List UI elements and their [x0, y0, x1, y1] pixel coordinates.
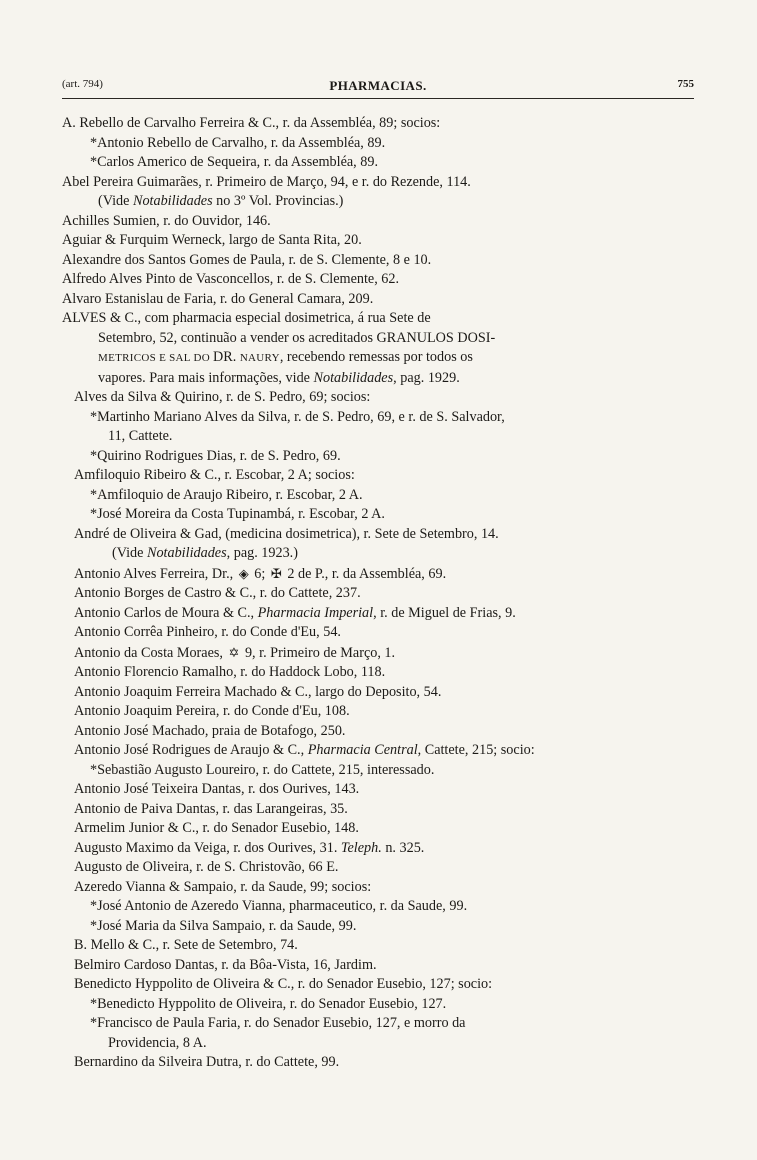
text-run: Antonio José Rodrigues de Araujo & C.,	[74, 742, 308, 758]
listing-line: B. Mello & C., r. Sete de Setembro, 74.	[74, 937, 298, 953]
listing-line: Antonio José Teixeira Dantas, r. dos Ourives, 143.	[74, 781, 360, 797]
listing-line: 11, Cattete.	[108, 428, 173, 444]
listing-line: Antonio Joaquim Ferreira Machado & C., largo do Deposito, 54.	[74, 683, 442, 700]
text-run: (Vide	[112, 545, 147, 561]
page-header	[62, 78, 694, 96]
decoration-symbol-icon: ✠	[270, 565, 282, 581]
small-caps-text: METRICOS E SAL DO	[98, 352, 213, 364]
listing-line	[62, 643, 702, 664]
listing-line	[62, 604, 702, 624]
listing-line: *Quirino Rodrigues Dias, r. de S. Pedro, 69.	[90, 447, 341, 464]
text-run: 9, r. Primeiro de Março, 1.	[241, 644, 396, 661]
listing-line: Providencia, 8 A.	[108, 1034, 207, 1051]
text-run: Antonio da Costa Moraes,	[74, 644, 227, 661]
article-reference: (art. 794)	[62, 78, 103, 90]
listing-line: André de Oliveira & Gad, (medicina dosimetrica), r. Sete de Setembro, 14.	[74, 525, 499, 542]
listing-line: Benedicto Hyppolito de Oliveira & C., r. do Senador Eusebio, 127; socio:	[74, 976, 493, 992]
listing-line: Antonio Corrêa Pinheiro, r. do Conde d'Eu, 54.	[74, 624, 341, 640]
text-run: no 3º Vol. Provincias.)	[212, 193, 344, 209]
listing-line: *José Maria da Silva Sampaio, r. da Saude, 99.	[90, 917, 357, 934]
text-run: , recebendo remessas por todos os	[279, 349, 473, 365]
listing-line	[62, 348, 702, 369]
page-number: 755	[677, 78, 694, 90]
listing-line: Bernardino da Silveira Dutra, r. do Cattete, 99.	[74, 1054, 340, 1070]
listing-line: *José Moreira da Costa Tupinambá, r. Escobar, 2 A.	[90, 506, 385, 522]
text-run: Antonio Alves Ferreira, Dr.,	[74, 565, 237, 582]
listing-line: Abel Pereira Guimarães, r. Primeiro de Março, 94, e r. do Rezende, 114.	[62, 173, 471, 190]
text-run: , pag. 1929.	[393, 369, 460, 386]
listing-line: Alves da Silva & Quirino, r. de S. Pedro, 69; socios:	[74, 389, 371, 405]
listing-line: Alvaro Estanislau de Faria, r. do General Camara, 209.	[62, 290, 374, 307]
header-rule	[62, 98, 694, 99]
listing-line: ALVES & C., com pharmacia especial dosimetrica, á rua Sete de	[62, 310, 431, 326]
text-run: 6;	[250, 565, 269, 582]
listing-line: *Benedicto Hyppolito de Oliveira, r. do Senador Eusebio, 127.	[90, 995, 447, 1012]
listing-line: *Francisco de Paula Faria, r. do Senador Eusebio, 127, e morro da	[90, 1015, 466, 1031]
listing-line: Antonio de Paiva Dantas, r. das Larangeiras, 35.	[74, 800, 348, 817]
listing-line: Augusto de Oliveira, r. de S. Christovão, 66 E.	[74, 859, 339, 875]
text-run: Antonio Carlos de Moura & C.,	[74, 604, 258, 621]
page-title: PHARMACIAS.	[329, 78, 427, 93]
listing-line: *José Antonio de Azeredo Vianna, pharmaceutico, r. da Saude, 99.	[90, 898, 468, 914]
pharmacy-listing	[62, 114, 702, 1073]
text-run: , r. de Miguel de Frias, 9.	[373, 604, 516, 621]
listing-line: Alfredo Alves Pinto de Vasconcellos, r. de S. Clemente, 62.	[62, 271, 400, 287]
text-run: Augusto Maximo da Veiga, r. dos Ourives, 31.	[74, 839, 341, 856]
listing-line	[62, 839, 702, 859]
listing-line: Amfiloquio Ribeiro & C., r. Escobar, 2 A; socios:	[74, 467, 355, 483]
listing-line: *Sebastião Augusto Loureiro, r. do Cattete, 215, interessado.	[90, 761, 435, 778]
italic-text: Notabilidades	[313, 369, 394, 386]
listing-line: Setembro, 52, continuão a vender os acreditados GRANULOS DOSI-	[98, 329, 496, 346]
italic-text: Pharmacia Imperial	[257, 604, 374, 621]
listing-line	[62, 564, 702, 585]
listing-line: Aguiar & Furquim Werneck, largo de Santa Rita, 20.	[62, 232, 362, 248]
listing-line: Azeredo Vianna & Sampaio, r. da Saude, 99; socios:	[74, 878, 372, 895]
listing-line	[62, 192, 702, 212]
listing-line	[62, 741, 702, 761]
listing-line: Achilles Sumien, r. do Ouvidor, 146.	[62, 212, 271, 229]
listing-line: *Amfiloquio de Araujo Ribeiro, r. Escobar, 2 A.	[90, 486, 363, 503]
listing-line: A. Rebello de Carvalho Ferreira & C., r. da Assembléa, 89; socios:	[62, 115, 441, 131]
listing-line: *Antonio Rebello de Carvalho, r. da Assembléa, 89.	[90, 134, 386, 151]
italic-text: Notabilidades	[133, 193, 213, 209]
text-run: , Cattete, 215; socio:	[417, 742, 535, 758]
listing-line: Antonio José Machado, praia de Botafogo, 250.	[74, 722, 346, 739]
listing-line: Belmiro Cardoso Dantas, r. da Bôa-Vista, 16, Jardim.	[74, 956, 377, 973]
listing-line: Alexandre dos Santos Gomes de Paula, r. de S. Clemente, 8 e 10.	[62, 251, 432, 268]
small-caps-text: NAURY	[239, 352, 280, 364]
italic-text: Notabilidades	[147, 545, 227, 561]
decoration-symbol-icon: ◈	[238, 565, 249, 581]
decoration-symbol-icon: ✡	[228, 644, 240, 660]
listing-line: *Martinho Mariano Alves da Silva, r. de S. Pedro, 69, e r. de S. Salvador,	[90, 408, 505, 425]
text-run: (Vide	[98, 193, 133, 209]
listing-line: *Carlos Americo de Sequeira, r. da Assembléa, 89.	[90, 154, 379, 170]
text-run: , pag. 1923.)	[226, 545, 298, 561]
text-run: 2 de P., r. da Assembléa, 69.	[283, 565, 447, 582]
listing-line: Antonio Joaquim Pereira, r. do Conde d'Eu, 108.	[74, 703, 350, 719]
text-run: n. 325.	[381, 839, 425, 856]
italic-text: Pharmacia Central	[307, 742, 418, 758]
text-run: vapores. Para mais informações, vide	[98, 369, 314, 386]
listing-line: Antonio Florencio Ramalho, r. do Haddock Lobo, 118.	[74, 664, 386, 680]
italic-text: Teleph.	[340, 839, 382, 856]
listing-line: Antonio Borges de Castro & C., r. do Cattete, 237.	[74, 585, 361, 601]
listing-line	[62, 544, 702, 564]
text-run: DR.	[213, 349, 240, 365]
listing-line	[62, 369, 702, 389]
listing-line: Armelim Junior & C., r. do Senador Eusebio, 148.	[74, 820, 359, 836]
